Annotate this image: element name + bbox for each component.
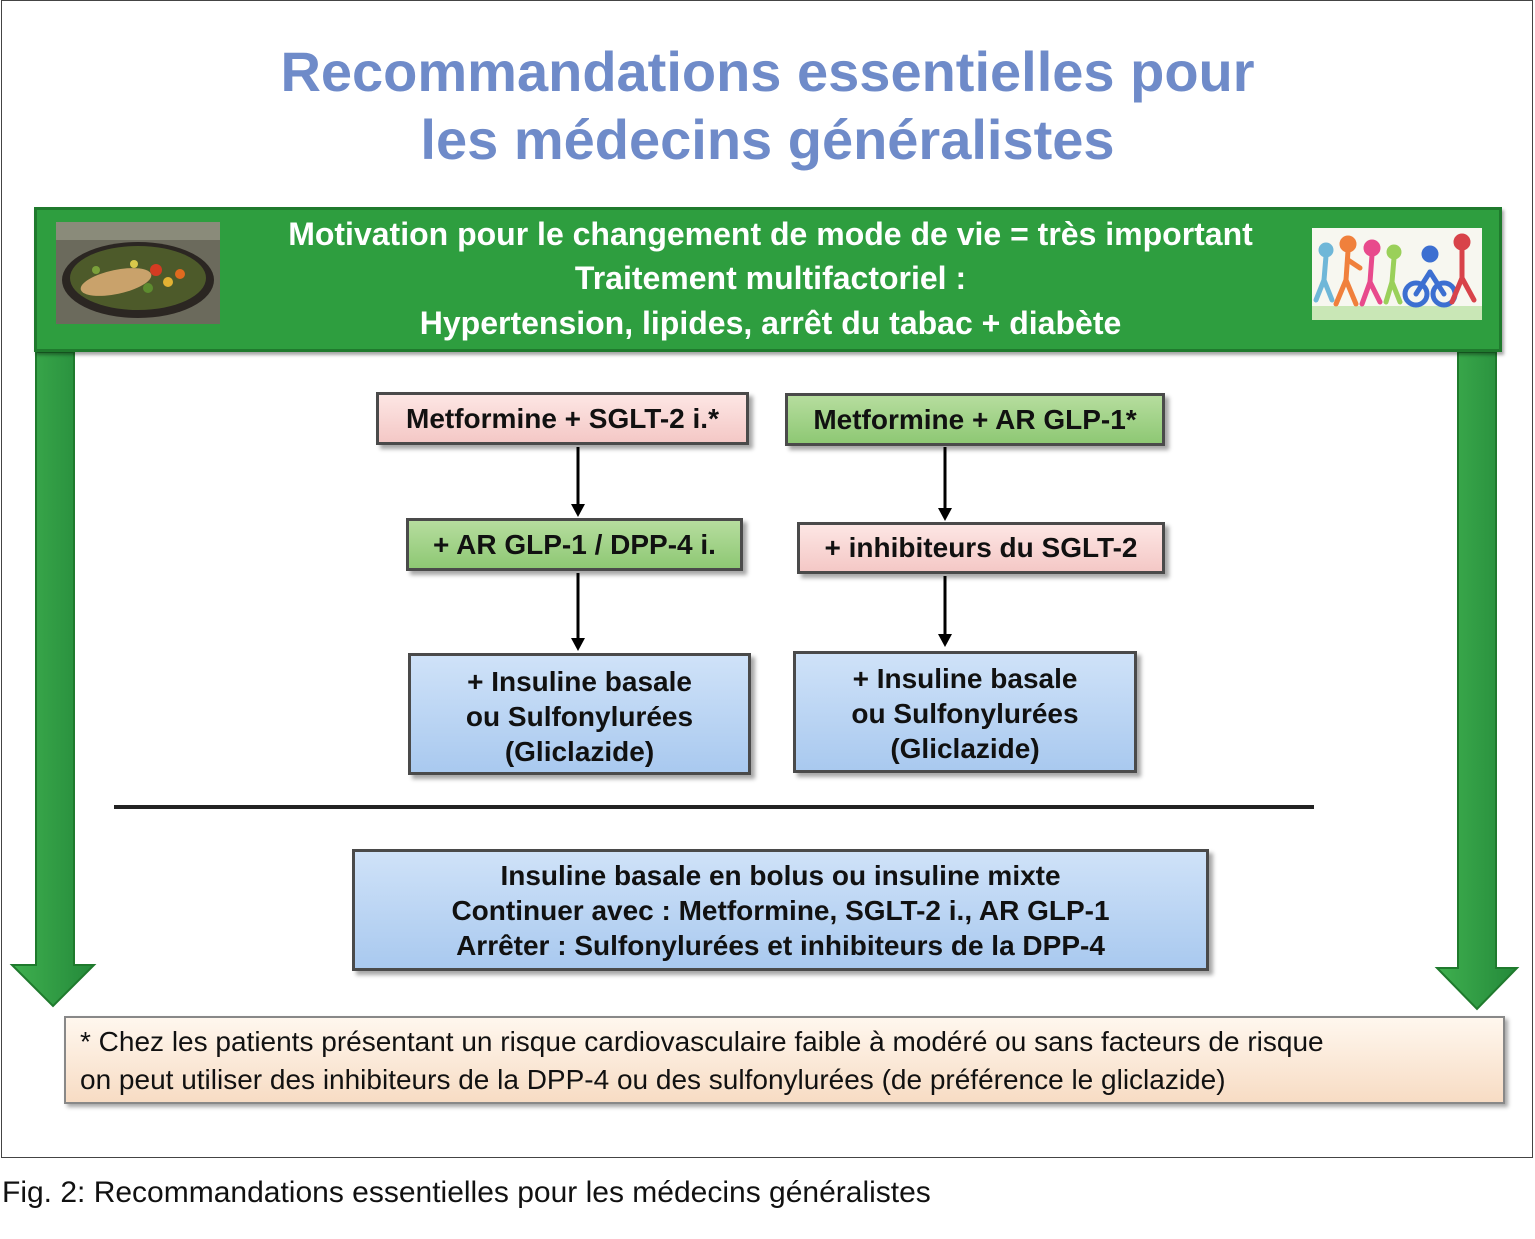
right-connector-arrow-1 [938, 447, 952, 521]
left-step2-box [406, 518, 743, 571]
title-line-1: Recommandations essentielles pour [280, 40, 1255, 103]
title-line-2: les médecins généralistes [420, 108, 1115, 171]
left-step1-box [376, 392, 749, 445]
healthy-food-image [56, 222, 220, 324]
left-step3-line2: ou Sulfonylurées [465, 701, 694, 732]
left-step3-line3: (Gliclazide) [504, 736, 655, 767]
right-step2-label: + inhibiteurs du SGLT-2 [824, 532, 1138, 563]
right-step1-box [785, 393, 1165, 446]
left-step1-label: Metformine + SGLT-2 i.* [406, 403, 719, 434]
left-step3-box [408, 653, 751, 775]
bottom-box-line2: Continuer avec : Metformine, SGLT-2 i., AR GLP-1 [451, 895, 1110, 926]
right-step1-label: Metformine + AR GLP-1* [813, 404, 1137, 435]
left-step3-line1: + Insuline basale [467, 666, 692, 697]
bottom-box-line1: Insuline basale en bolus ou insuline mixte [500, 860, 1061, 891]
right-step3-box [793, 651, 1137, 773]
left-lifestyle-arrow [12, 352, 94, 1006]
banner-line-2: Traitement multifactoriel : [574, 260, 967, 296]
banner-line-3: Hypertension, lipides, arrêt du tabac + diabète [419, 305, 1122, 341]
bottom-box-line3: Arrêter : Sulfonylurées et inhibiteurs de la DPP-4 [456, 930, 1105, 961]
physical-activity-image [1312, 228, 1482, 320]
right-step3-line3: (Gliclazide) [890, 733, 1040, 764]
banner-line-1: Motivation pour le changement de mode de vie = très important [288, 216, 1253, 252]
right-step3-line2: ou Sulfonylurées [851, 698, 1079, 729]
right-lifestyle-arrow [1437, 352, 1517, 1009]
left-connector-arrow-1 [571, 447, 585, 517]
left-step2-label: + AR GLP-1 / DPP-4 i. [433, 529, 716, 560]
left-connector-arrow-2 [571, 573, 585, 651]
footnote-line2: on peut utiliser des inhibiteurs de la DPP-4 ou des sulfonylurées (de préférence le gliclazide) [80, 1064, 1226, 1095]
right-step2-box [797, 522, 1165, 574]
right-connector-arrow-2 [938, 576, 952, 647]
footnote-box [64, 1016, 1505, 1104]
right-step3-line1: + Insuline basale [852, 663, 1078, 694]
lifestyle-banner [34, 207, 1502, 352]
footnote-line1: * Chez les patients présentant un risque cardiovasculaire faible à modéré ou sans facteurs de risque [80, 1026, 1324, 1057]
figure-caption: Fig. 2: Recommandations essentielles pour les médecins généralistes [2, 1176, 931, 1209]
insulin-intensification-box [352, 849, 1209, 971]
